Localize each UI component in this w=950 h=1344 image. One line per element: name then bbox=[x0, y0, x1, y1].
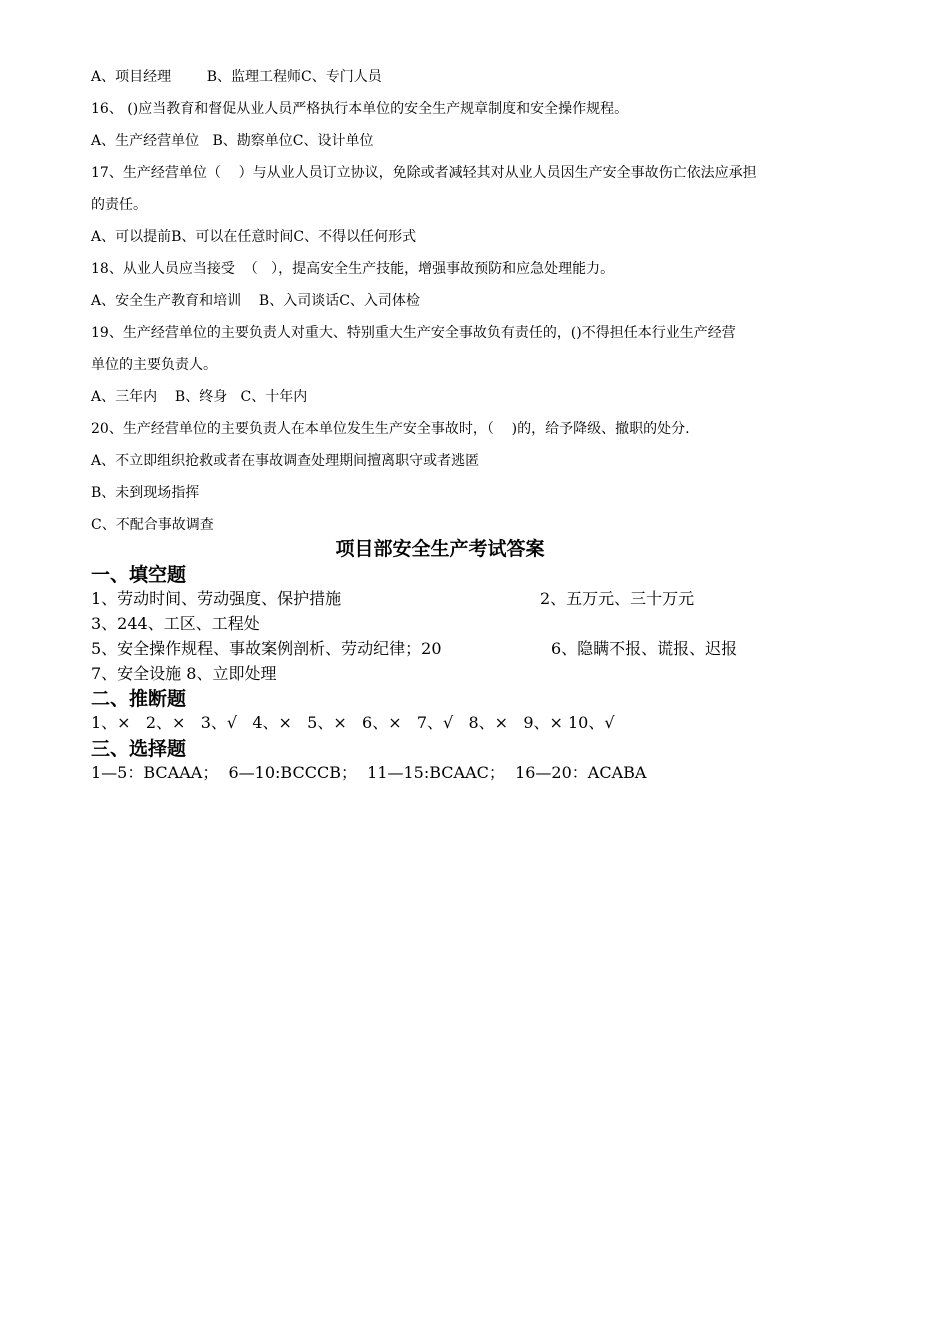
option-line-19: A、三年内 B、终身 C、十年内 bbox=[91, 389, 308, 405]
fill-answer-7: 7、安全设施 8、立即处理 bbox=[91, 664, 277, 683]
option-line-18: A、安全生产教育和培训 B、入司谈话C、入司体检 bbox=[91, 293, 420, 309]
fill-answer-1: 1、劳动时间、劳动强度、保护措施 bbox=[91, 589, 342, 608]
question-16: 16、 ()应当教育和督促从业人员严格执行本单位的安全生产规章制度和安全操作规程。 bbox=[91, 101, 629, 117]
question-17-line-2: 的责任。 bbox=[91, 197, 147, 213]
fill-answer-3: 3、244、工区、工程处 bbox=[91, 614, 260, 633]
fill-answer-2: 2、五万元、三十万元 bbox=[540, 589, 695, 608]
option-line-17: A、可以提前B、可以在任意时间C、不得以任何形式 bbox=[91, 229, 417, 245]
answers-title: 项目部安全生产考试答案 bbox=[335, 538, 545, 560]
question-17-line-1: 17、生产经营单位（ ）与从业人员订立协议，免除或者减轻其对从业人员因生产安全事故伤亡依法应承担 bbox=[91, 165, 757, 181]
question-20: 20、生产经营单位的主要负责人在本单位发生生产安全事故时，（ )的，给予降级、撤职的处分. bbox=[91, 421, 690, 437]
choice-answers: 1—5：BCAAA； 6—10:BCCCB； 11—15:BCAAC； 16—20：ACABA bbox=[91, 763, 647, 782]
fill-heading: 一、填空题 bbox=[91, 564, 187, 586]
question-18: 18、从业人员应当接受 （ ），提高安全生产技能，增强事故预防和应急处理能力。 bbox=[91, 261, 615, 277]
option-20-a: A、不立即组织抢救或者在事故调查处理期间擅离职守或者逃匿 bbox=[91, 453, 480, 469]
fill-answer-5: 5、安全操作规程、事故案例剖析、劳动纪律；20 bbox=[91, 639, 442, 658]
option-line-16: A、生产经营单位 B、勘察单位C、设计单位 bbox=[91, 133, 374, 149]
question-19-line-2: 单位的主要负责人。 bbox=[91, 357, 217, 373]
option-line-15: A、项目经理 B、监理工程师C、专门人员 bbox=[91, 69, 382, 85]
fill-answer-6: 6、隐瞒不报、谎报、迟报 bbox=[551, 639, 738, 658]
question-19-line-1: 19、生产经营单位的主要负责人对重大、特别重大生产安全事故负有责任的，()不得担任本行业生产经营 bbox=[91, 325, 736, 341]
choice-heading: 三、选择题 bbox=[91, 738, 187, 760]
option-20-b: B、未到现场指挥 bbox=[91, 485, 200, 501]
judge-heading: 二、推断题 bbox=[91, 688, 187, 710]
option-20-c: C、不配合事故调查 bbox=[91, 517, 214, 533]
judge-answers: 1、× 2、× 3、√ 4、× 5、× 6、× 7、√ 8、× 9、× 10、√ bbox=[91, 713, 615, 732]
